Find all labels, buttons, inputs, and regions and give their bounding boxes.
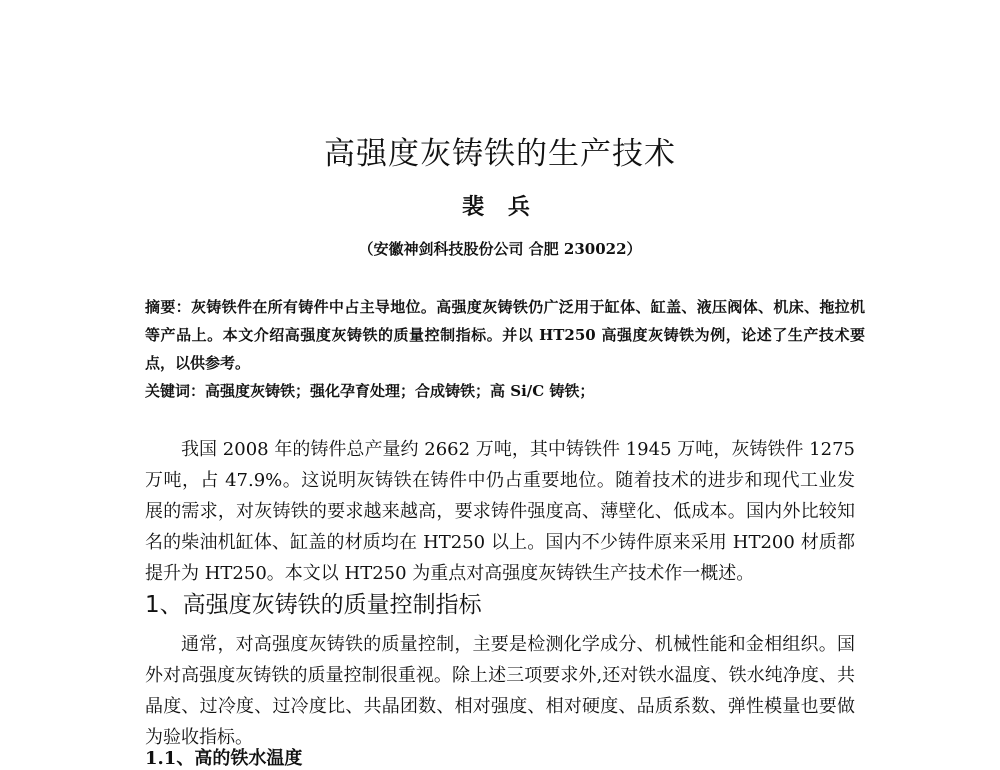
abstract-label: 摘要： — [145, 298, 191, 316]
abstract — [145, 293, 865, 377]
keywords — [145, 377, 865, 405]
body-paragraph-intro: 我国 2008 年的铸件总产量约 2662 万吨，其中铸铁件 1945 万吨，灰铸铁件 1275 万吨，占 47.9%。这说明灰铸铁在铸件中仍占重要地位。随着技术的进步和现代工业发展的需求，对灰铸铁的要求越来越高，要求铸件强度高、薄壁化、低成本。国内外比较知名的柴油机缸体、缸盖的材质均在 HT250 以上。国内不少铸件原来采用 HT200 材质都提升为 HT250。本文以 HT250 为重点对高强度灰铸铁生产技术作一概述。 — [145, 439, 855, 584]
section-heading-1: 1、高强度灰铸铁的质量控制指标 — [145, 592, 482, 618]
subsection-heading-1-1: 1.1、高的铁水温度 — [145, 748, 303, 769]
author-affiliation: （安徽神剑科技股份公司 合肥 230022） — [358, 240, 642, 258]
paper-title: 高强度灰铸铁的生产技术 — [324, 136, 676, 172]
keywords-label: 关键词： — [145, 382, 206, 400]
keywords-text: 高强度灰铸铁；强化孕育处理；合成铸铁；高 Si/C 铸铁； — [205, 382, 595, 400]
paper-author: 裴 兵 — [462, 194, 538, 220]
body-paragraph-quality: 通常，对高强度灰铸铁的质量控制，主要是检测化学成分、机械性能和金相组织。国外对高强度灰铸铁的质量控制很重视。除上述三项要求外,还对铁水温度、铁水纯净度、共晶度、过冷度、过冷度比、共晶团数、相对强度、相对硬度、品质系数、弹性模量也要做为验收指标。 — [145, 634, 855, 748]
abstract-text: 灰铸铁件在所有铸件中占主导地位。高强度灰铸铁仍广泛用于缸体、缸盖、液压阀体、机床、拖拉机等产品上。本文介绍高强度灰铸铁的质量控制指标。并以 HT250 高强度灰铸铁为例，论述了生产技术要点，以供参考。 — [145, 298, 865, 372]
